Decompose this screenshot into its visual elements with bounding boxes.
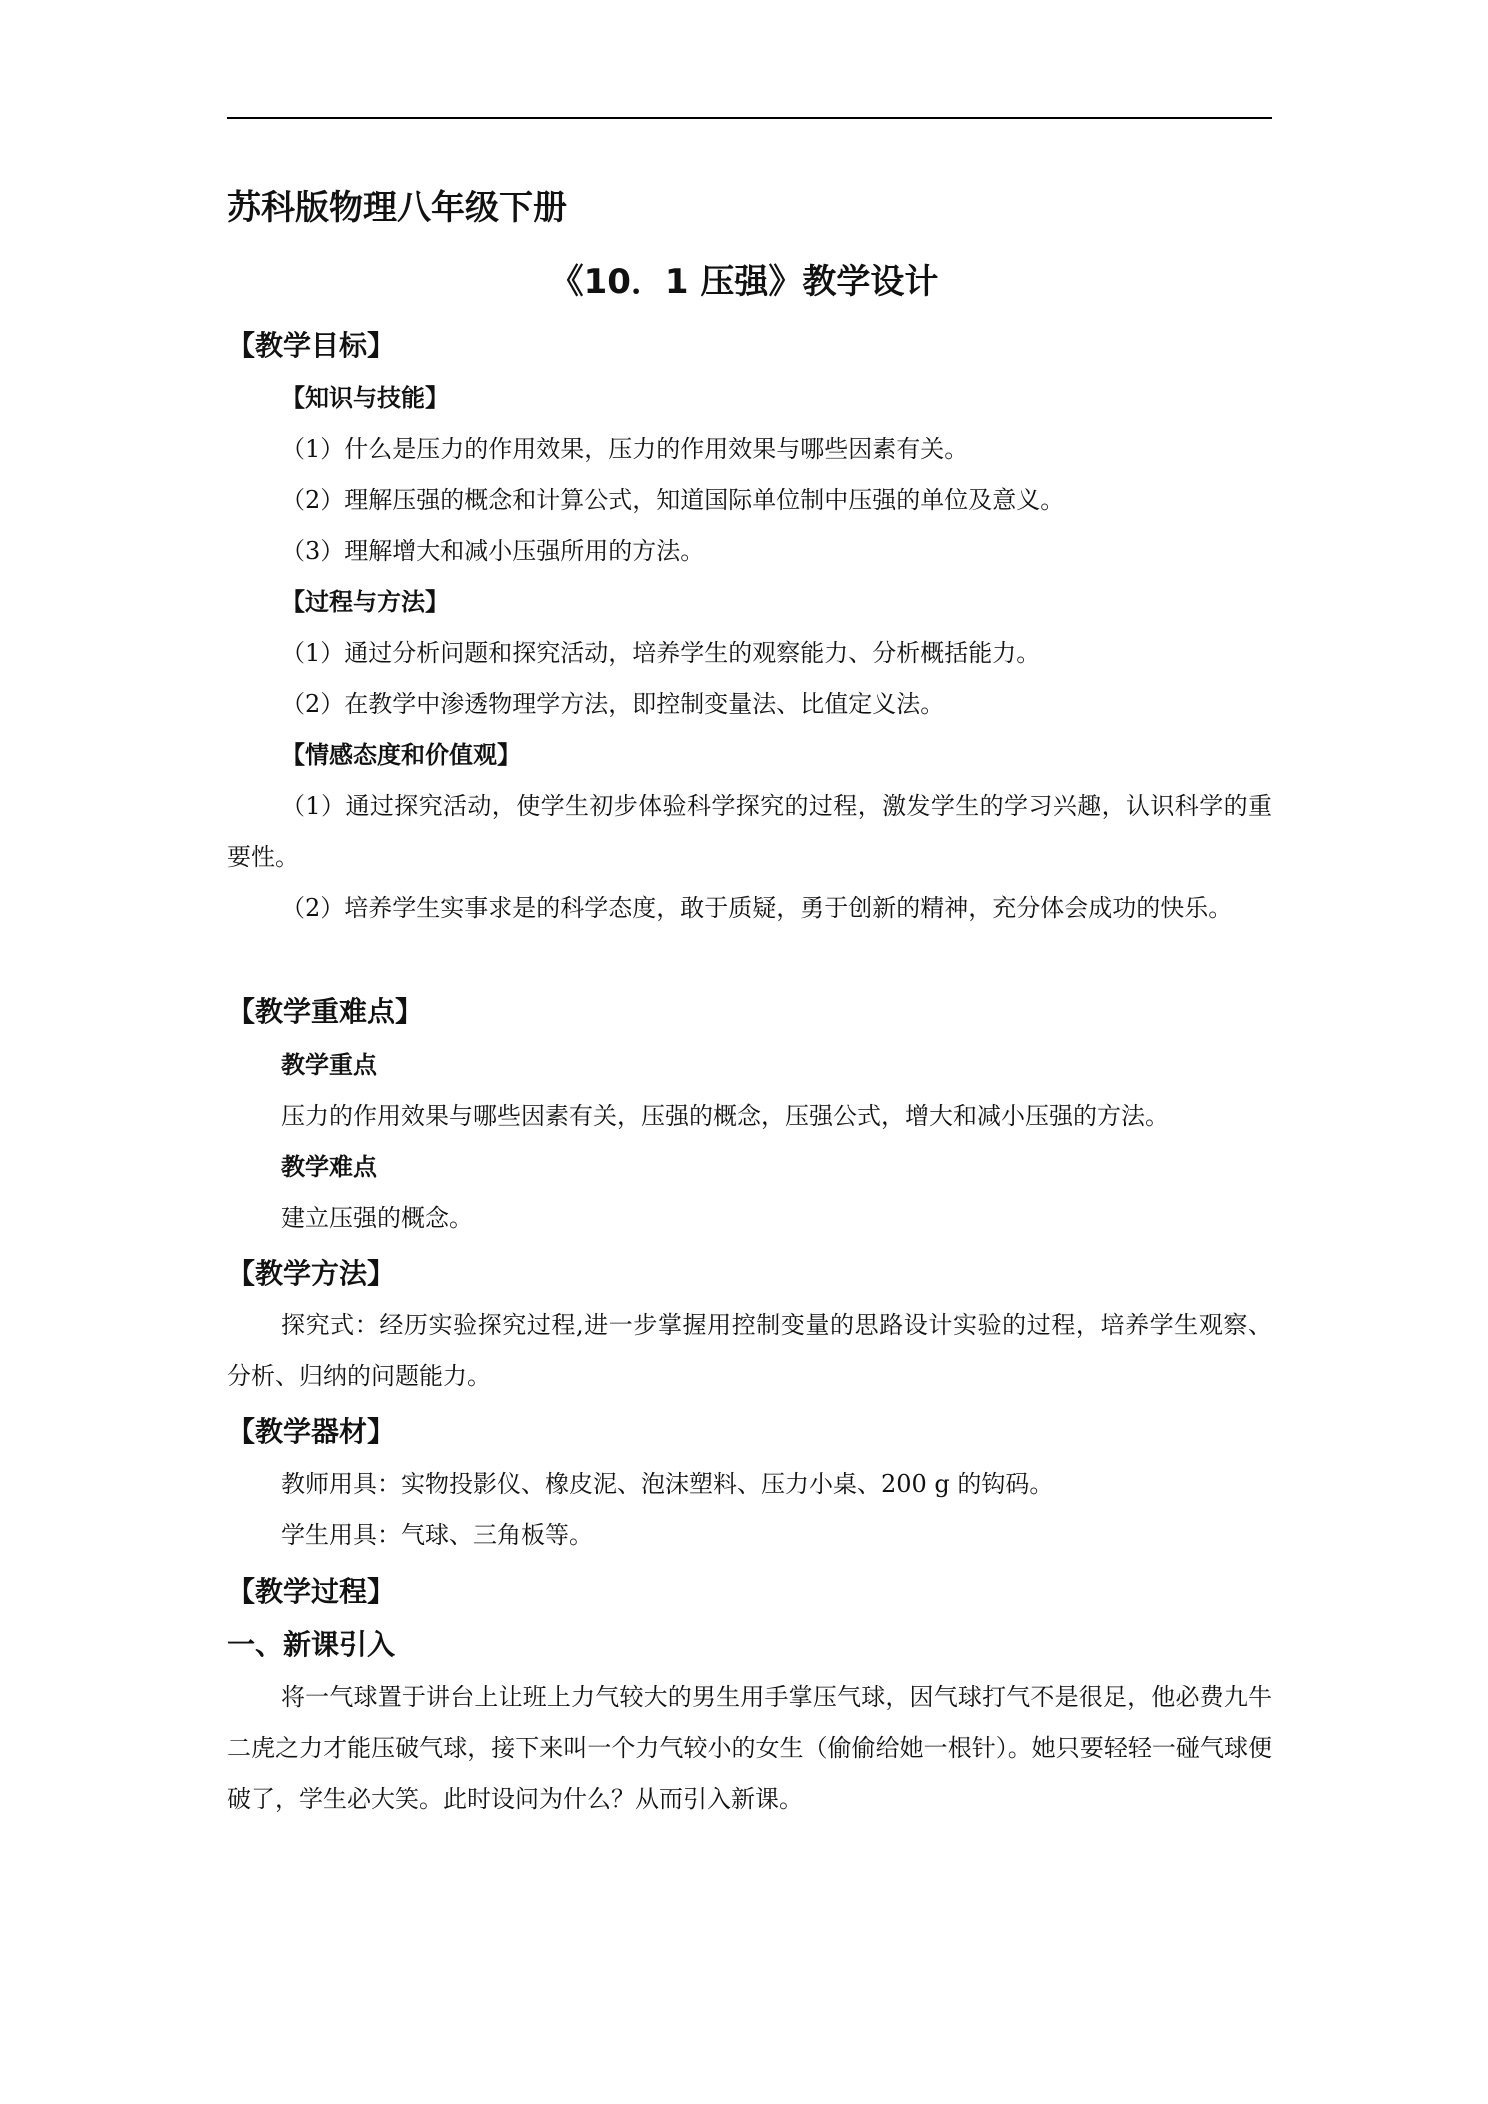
book-title: 苏科版物理八年级下册 [227, 188, 567, 228]
header-rule [227, 117, 1272, 119]
focus-label: 教学重点 [281, 1051, 377, 1079]
knowledge-item-2: （2）理解压强的概念和计算公式，知道国际单位制中压强的单位及意义。 [281, 486, 1065, 514]
procedure-part1-text: 将一气球置于讲台上让班上力气较大的男生用手掌压气球，因气球打气不是很足，他必费九牛二虎之力才能压破气球，接下来叫一个力气较小的女生（偷偷给她一根针）。她只要轻轻一碰气球便破了，学生必大笑。此时设问为什么？从而引入新课。 [227, 1683, 1272, 1813]
materials-student: 学生用具：气球、三角板等。 [281, 1521, 593, 1549]
attitude-item-2: （2）培养学生实事求是的科学态度，敢于质疑，勇于创新的精神，充分体会成功的快乐。 [281, 894, 1233, 922]
difficulty-text: 建立压强的概念。 [281, 1204, 473, 1232]
objectives-heading: 【教学目标】 [227, 329, 396, 362]
materials-heading: 【教学器材】 [227, 1415, 396, 1448]
knowledge-heading: 【知识与技能】 [281, 384, 449, 412]
materials-teacher: 教师用具：实物投影仪、橡皮泥、泡沫塑料、压力小桌、200 g 的钩码。 [281, 1470, 1054, 1498]
process-item-1: （1）通过分析问题和探究活动，培养学生的观察能力、分析概括能力。 [281, 639, 1041, 667]
knowledge-item-1: （1）什么是压力的作用效果，压力的作用效果与哪些因素有关。 [281, 435, 969, 463]
key-points-heading: 【教学重难点】 [227, 995, 424, 1028]
method-heading: 【教学方法】 [227, 1257, 396, 1290]
method-text: 探究式：经历实验探究过程,进一步掌握用控制变量的思路设计实验的过程，培养学生观察、分析、归纳的问题能力。 [227, 1311, 1272, 1390]
knowledge-item-3: （3）理解增大和减小压强所用的方法。 [281, 537, 705, 565]
difficulty-label: 教学难点 [281, 1153, 377, 1181]
procedure-part1-heading: 一、新课引入 [227, 1628, 396, 1661]
focus-text: 压力的作用效果与哪些因素有关，压强的概念，压强公式，增大和减小压强的方法。 [281, 1102, 1169, 1130]
process-item-2: （2）在教学中渗透物理学方法，即控制变量法、比值定义法。 [281, 690, 945, 718]
process-heading: 【过程与方法】 [281, 588, 449, 616]
attitude-item-1: （1）通过探究活动，使学生初步体验科学探究的过程，激发学生的学习兴趣，认识科学的重要性。 [227, 792, 1272, 871]
attitude-heading: 【情感态度和价值观】 [281, 741, 521, 769]
document-title: 《10．1 压强》教学设计 [549, 262, 939, 302]
procedure-heading: 【教学过程】 [227, 1575, 396, 1608]
